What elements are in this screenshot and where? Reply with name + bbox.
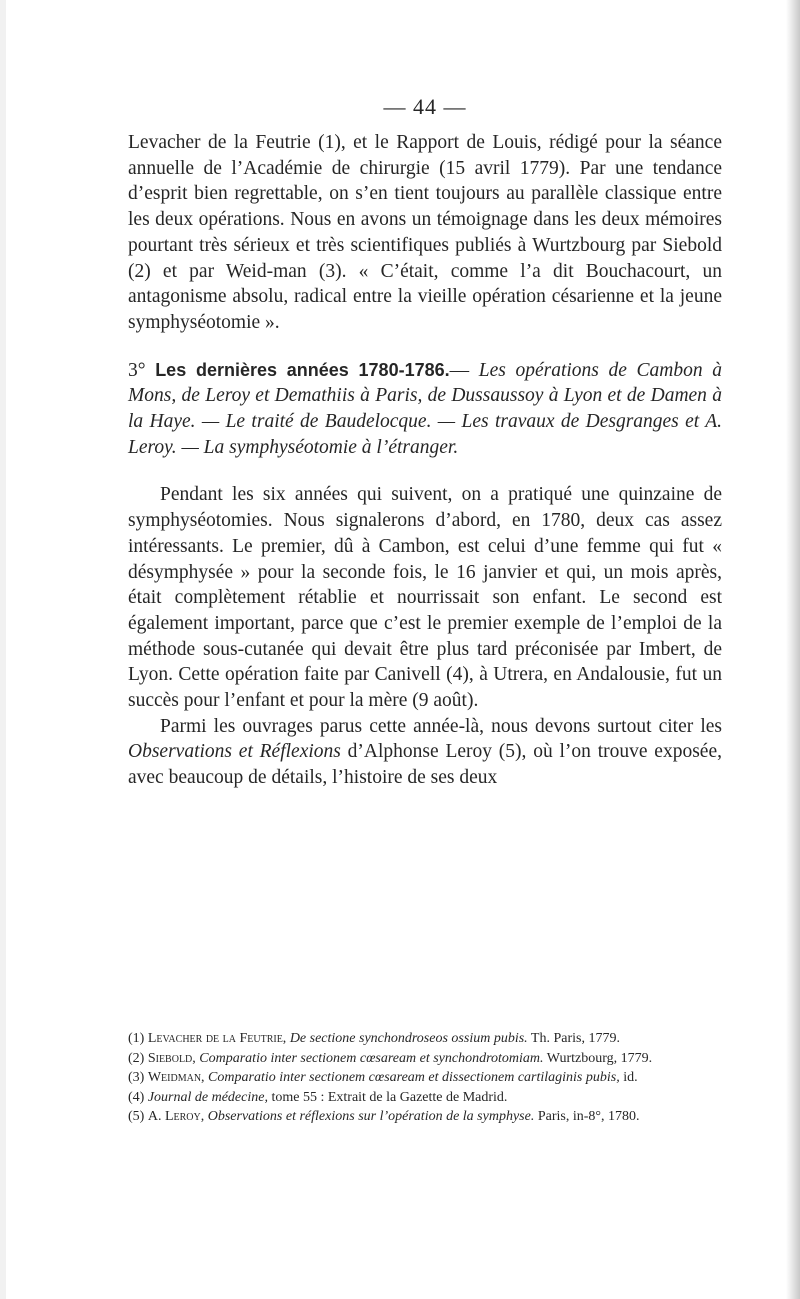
- footnote-title: Observations et réflexions sur l’opération de la symphyse.: [207, 1109, 535, 1124]
- footnote-title: Comparatio inter sectionem cœsaream et synchondrotomiam.: [199, 1050, 544, 1066]
- paragraph-1: Levacher de la Feutrie (1), et le Rapport de Louis, rédigé pour la séance annuelle de l’Académie de chirurgie (15 avril 1779). Par une tendance d’esprit bien regrettable, on s’en tient toujours au parallèle classique entre les deux opérations. Nous en avons un témoignage dans les deux mémoires pourtant très sérieux et très scientifiques publiés à Wurtzbourg par Siebold (2) et par Weid-man (3). « C’était, comme l’a dit Bouchacourt, un antagonisme absolu, radical entre la vieille opération césarienne et la jeune symphyséotomie ».: [128, 132, 722, 333]
- paragraph-3-after: d’Alphonse Leroy (5), où l’on trouve exposée, avec beaucoup de détails, l’histoire de ses deux: [128, 741, 722, 789]
- footnote-mark: (1): [128, 1031, 145, 1046]
- footnote-author: Weidman,: [147, 1070, 205, 1085]
- footnote-title: Comparatio inter sectionem cœsaream et dissectionem cartilaginis pubis,: [208, 1070, 620, 1085]
- footnote: [128, 1030, 722, 1048]
- section-dash: —: [449, 359, 479, 381]
- page-number: — 44 —: [383, 94, 467, 119]
- footnote-mark: (4): [128, 1089, 145, 1105]
- page-edge-left: [0, 0, 6, 1299]
- body-text: [128, 130, 722, 791]
- footnote-mark: (3): [128, 1070, 145, 1085]
- paragraph-3: [128, 714, 722, 791]
- paragraph-3-before: Parmi les ouvrages parus cette année-là, nous devons surtout citer les: [160, 715, 722, 737]
- section-summary: Les opérations de Cambon à Mons, de Leroy et Demathiis à Paris, de Dussaussoy à Lyon et de Damen à la Haye. — Le traité de Baudelocque. — Les travaux de Desgranges et A. Leroy. — La symphyséotomie à l’étranger.: [128, 359, 722, 458]
- page-edge-right: [786, 0, 800, 1299]
- footnote-mark: (5): [128, 1109, 145, 1124]
- footnote-title: Journal de médecine,: [147, 1089, 268, 1105]
- footnote-rest: id.: [619, 1070, 638, 1085]
- footnote-rest: Wurtzbourg, 1779.: [543, 1050, 653, 1066]
- footnote-author: A. Leroy,: [147, 1109, 205, 1124]
- footnote-mark: (2): [128, 1050, 145, 1066]
- footnote-title: De sectione synchondroseos ossium pubis.: [289, 1031, 528, 1046]
- paragraph-2: Pendant les six années qui suivent, on a pratiqué une quinzaine de symphyséotomies. Nous signalerons d’abord, en 1780, deux cas assez intéressants. Le premier, dû à Cambon, est celui d’une femme qui fut « désymphysée » pour la seconde fois, le 16 janvier et qui, un mois après, était complètement rétablie et nourrissait son enfant. Le second est également important, parce que c’est le premier exemple de l’emploi de la méthode sous-cutanée qui devait être plus tard préconisée par Imbert, de Lyon. Cette opération faite par Canivell (4), à Utrera, en Andalousie, fut un succès pour l’enfant et pour la mère (9 août).: [128, 484, 722, 712]
- section-number: 3°: [128, 359, 146, 381]
- paragraph-3-title: Observations et Réflexions: [128, 741, 341, 763]
- footnote: [128, 1069, 722, 1087]
- footnote-author: Levacher de la Feutrie,: [147, 1031, 287, 1046]
- footnote: [128, 1050, 722, 1068]
- section-heading: Les dernières années 1780-1786.: [155, 359, 450, 380]
- footnote-author: Siebold,: [147, 1050, 196, 1066]
- footnote-rest: Paris, in-8°, 1780.: [534, 1109, 640, 1124]
- footnote: [128, 1089, 722, 1107]
- footnotes: [128, 1030, 722, 1128]
- section-heading-block: [128, 358, 722, 461]
- footnote-rest: Th. Paris, 1779.: [527, 1031, 620, 1046]
- footnote: [128, 1108, 722, 1126]
- footnote-rest: tome 55 : Extrait de la Gazette de Madrid.: [267, 1089, 508, 1105]
